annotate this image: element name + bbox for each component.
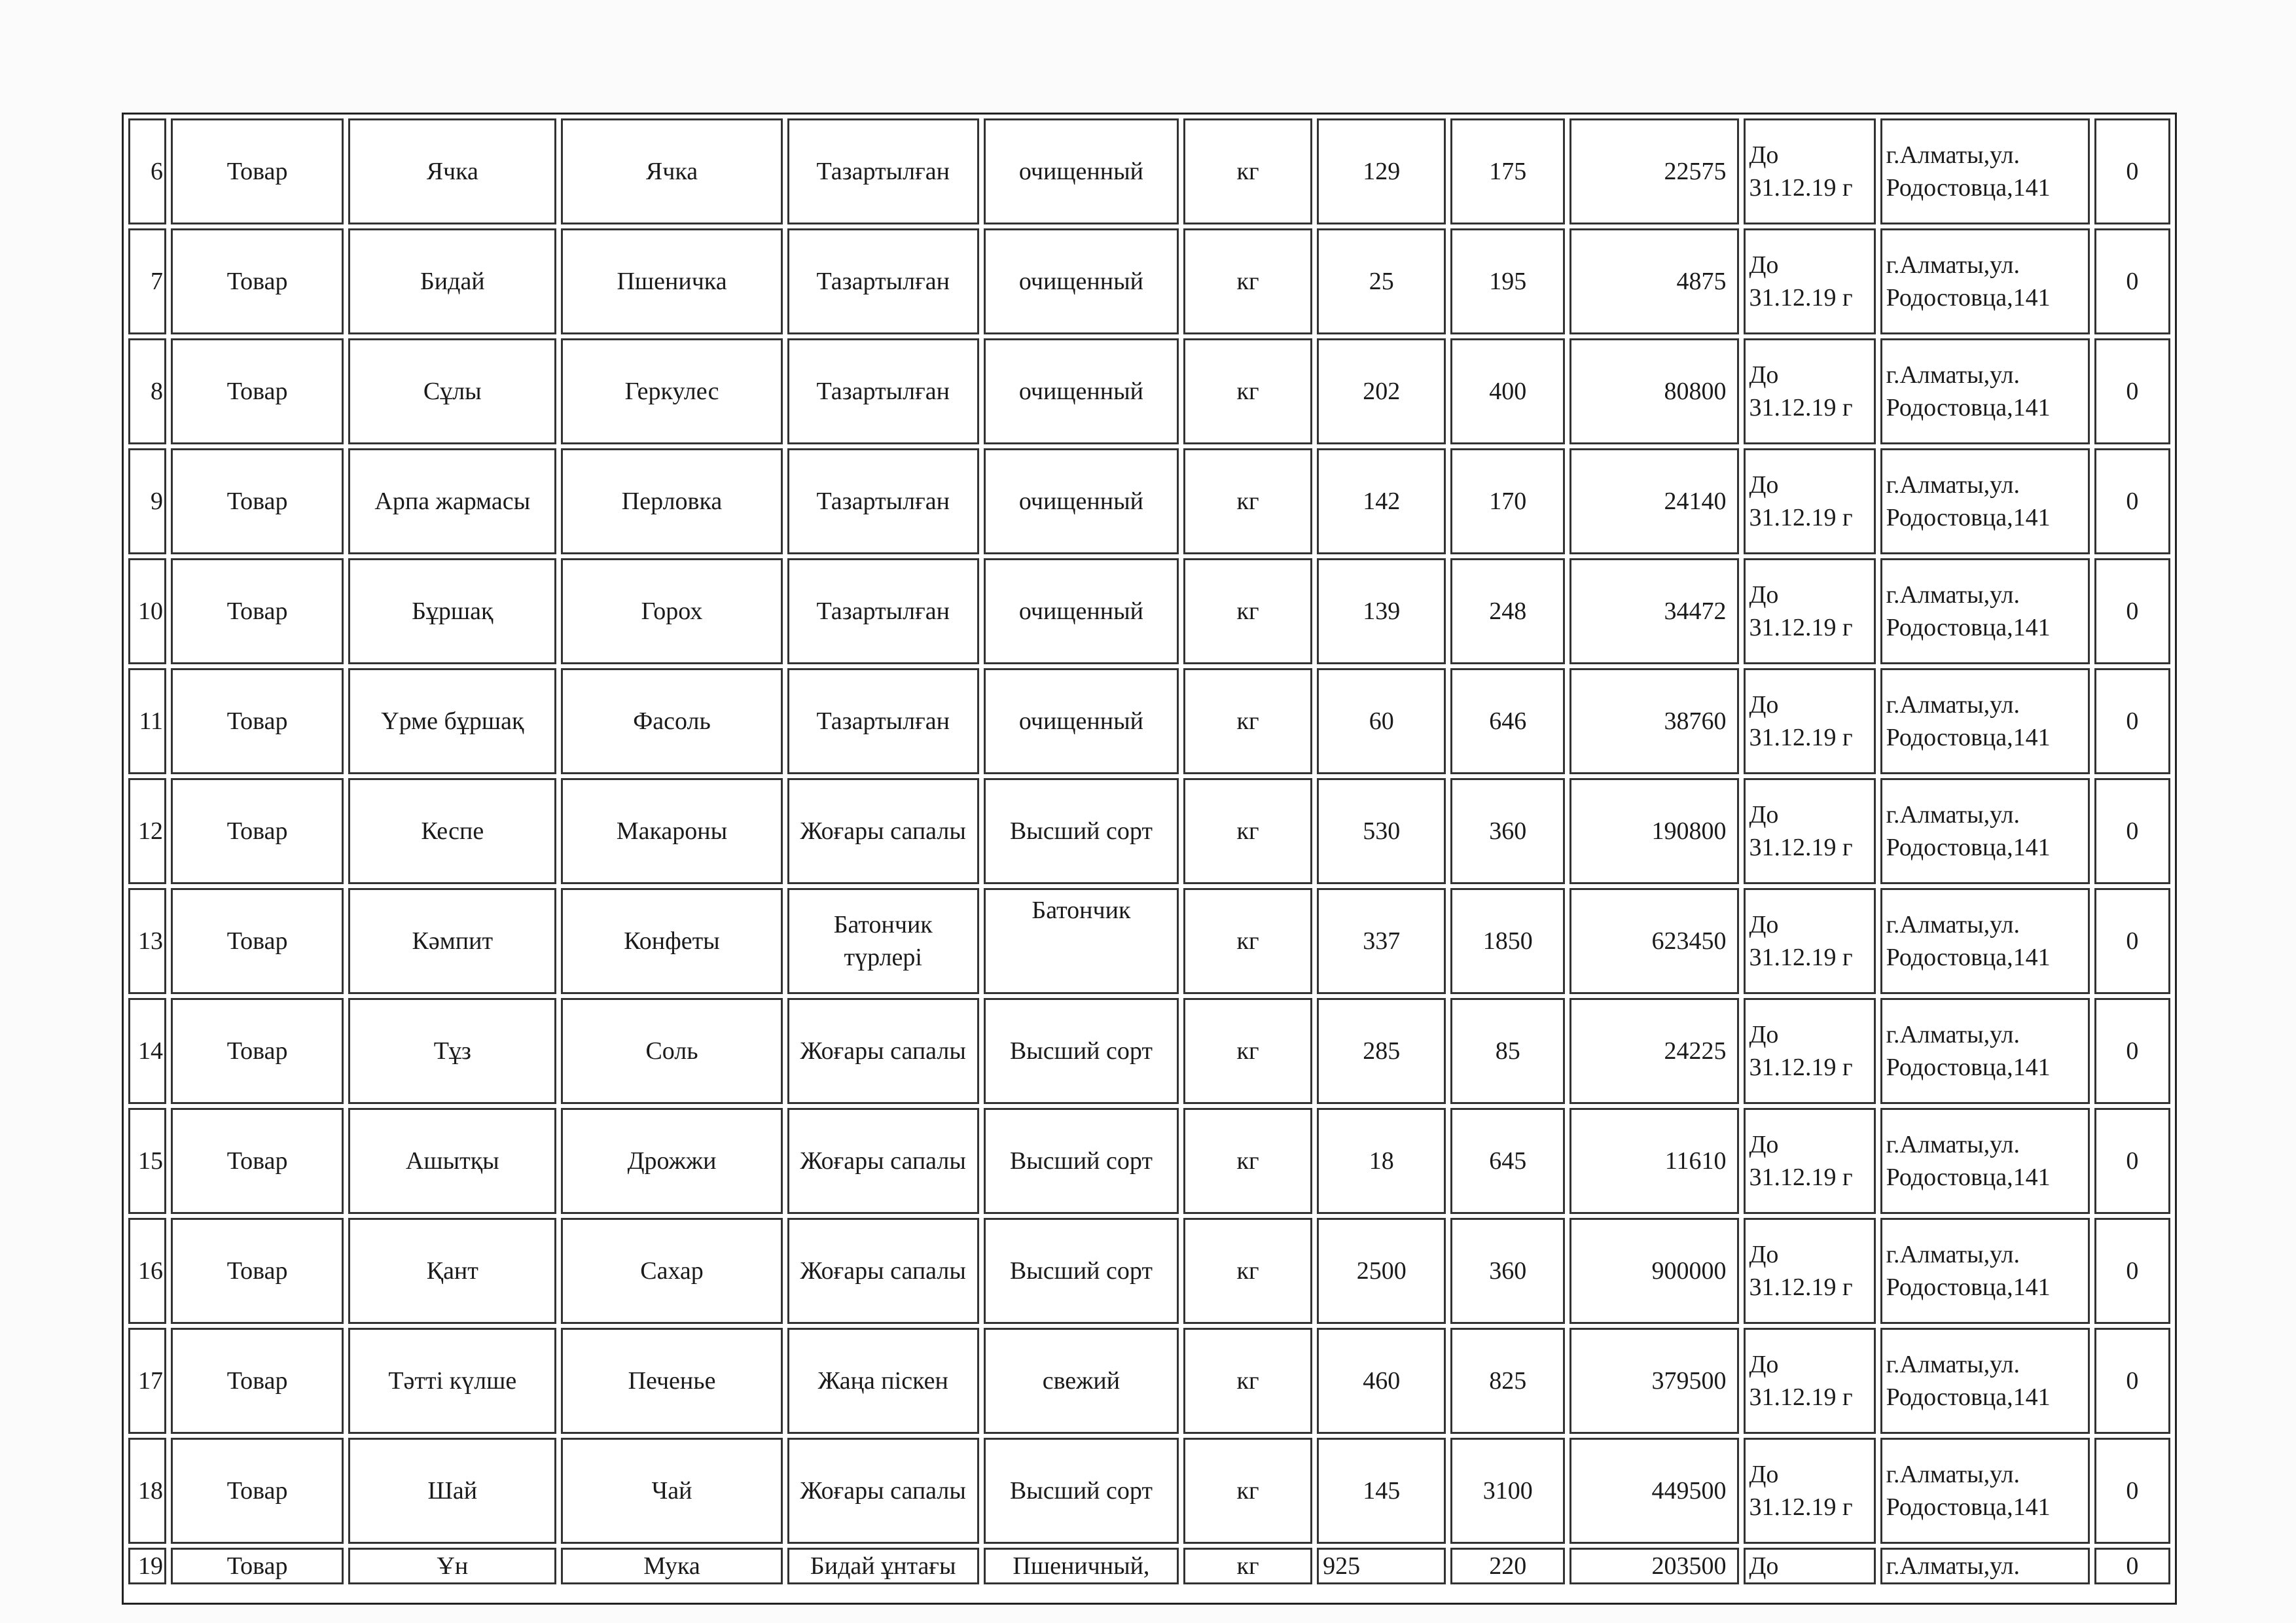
item-name-ru: Фасоль xyxy=(561,668,782,774)
spec-kz: Жоғары сапалы xyxy=(787,998,979,1104)
delivery-address: г.Алматы,ул. Родостовца,141 xyxy=(1880,338,2090,444)
spec-ru: очищенный xyxy=(984,338,1179,444)
sum: 900000 xyxy=(1570,1218,1738,1324)
delivery-term: До 31.12.19 г xyxy=(1744,558,1876,664)
row-number: 8 xyxy=(128,338,166,444)
table-row xyxy=(128,1438,2170,1544)
advance-payment: 0 xyxy=(2094,1218,2170,1324)
item-name-kz: Сұлы xyxy=(348,338,556,444)
quantity: 18 xyxy=(1317,1108,1446,1214)
delivery-address: г.Алматы,ул. Родостовца,141 xyxy=(1880,1108,2090,1214)
unit: кг xyxy=(1183,118,1312,224)
spec-ru: Пшеничный, xyxy=(984,1548,1179,1584)
sum: 38760 xyxy=(1570,668,1738,774)
unit: кг xyxy=(1183,1328,1312,1434)
table-row xyxy=(128,228,2170,334)
advance-payment: 0 xyxy=(2094,888,2170,994)
unit: кг xyxy=(1183,338,1312,444)
delivery-term: До 31.12.19 г xyxy=(1744,888,1876,994)
table-row xyxy=(128,778,2170,884)
delivery-term: До 31.12.19 г xyxy=(1744,1108,1876,1214)
quantity: 145 xyxy=(1317,1438,1446,1544)
advance-payment: 0 xyxy=(2094,1108,2170,1214)
advance-payment: 0 xyxy=(2094,1328,2170,1434)
advance-payment: 0 xyxy=(2094,778,2170,884)
item-name-kz: Тәтті күлше xyxy=(348,1328,556,1434)
advance-payment: 0 xyxy=(2094,668,2170,774)
spec-ru: очищенный xyxy=(984,118,1179,224)
table-row xyxy=(128,1218,2170,1324)
spec-ru: Высший сорт xyxy=(984,998,1179,1104)
item-type: Товар xyxy=(171,888,344,994)
price: 175 xyxy=(1450,118,1565,224)
table-row xyxy=(128,998,2170,1104)
item-type: Товар xyxy=(171,118,344,224)
row-number: 15 xyxy=(128,1108,166,1214)
delivery-address: г.Алматы,ул. Родостовца,141 xyxy=(1880,558,2090,664)
unit: кг xyxy=(1183,888,1312,994)
quantity: 25 xyxy=(1317,228,1446,334)
price: 645 xyxy=(1450,1108,1565,1214)
delivery-address: г.Алматы,ул. Родостовца,141 xyxy=(1880,668,2090,774)
item-name-ru: Ячка xyxy=(561,118,782,224)
price: 195 xyxy=(1450,228,1565,334)
price: 220 xyxy=(1450,1548,1565,1584)
row-number: 12 xyxy=(128,778,166,884)
sum: 24225 xyxy=(1570,998,1738,1104)
item-name-ru: Печенье xyxy=(561,1328,782,1434)
spec-ru: Высший сорт xyxy=(984,1218,1179,1324)
delivery-address: г.Алматы,ул. Родостовца,141 xyxy=(1880,888,2090,994)
quantity: 337 xyxy=(1317,888,1446,994)
item-name-kz: Кеспе xyxy=(348,778,556,884)
document-sheet xyxy=(122,113,2177,1605)
table-row xyxy=(128,448,2170,554)
sum: 203500 xyxy=(1570,1548,1738,1584)
advance-payment: 0 xyxy=(2094,1438,2170,1544)
sum: 623450 xyxy=(1570,888,1738,994)
price: 1850 xyxy=(1450,888,1565,994)
quantity: 202 xyxy=(1317,338,1446,444)
quantity: 142 xyxy=(1317,448,1446,554)
item-type: Товар xyxy=(171,228,344,334)
item-name-ru: Соль xyxy=(561,998,782,1104)
item-name-ru: Мука xyxy=(561,1548,782,1584)
spec-kz: Жоғары сапалы xyxy=(787,1218,979,1324)
sum: 34472 xyxy=(1570,558,1738,664)
item-type: Товар xyxy=(171,1328,344,1434)
price: 85 xyxy=(1450,998,1565,1104)
item-name-ru: Сахар xyxy=(561,1218,782,1324)
price: 360 xyxy=(1450,778,1565,884)
advance-payment: 0 xyxy=(2094,998,2170,1104)
item-name-kz: Бидай xyxy=(348,228,556,334)
advance-payment: 0 xyxy=(2094,1548,2170,1584)
delivery-address: г.Алматы,ул. Родостовца,141 xyxy=(1880,1328,2090,1434)
quantity: 285 xyxy=(1317,998,1446,1104)
spec-kz: Тазартылған xyxy=(787,228,979,334)
spec-ru: очищенный xyxy=(984,558,1179,664)
quantity: 530 xyxy=(1317,778,1446,884)
spec-ru: Высший сорт xyxy=(984,1438,1179,1544)
quantity: 60 xyxy=(1317,668,1446,774)
row-number: 13 xyxy=(128,888,166,994)
row-number: 10 xyxy=(128,558,166,664)
price: 248 xyxy=(1450,558,1565,664)
row-number: 6 xyxy=(128,118,166,224)
delivery-term: До 31.12.19 г xyxy=(1744,998,1876,1104)
delivery-term: До 31.12.19 г xyxy=(1744,668,1876,774)
spec-ru: очищенный xyxy=(984,668,1179,774)
table-row xyxy=(128,1548,2170,1584)
spec-kz: Тазартылған xyxy=(787,448,979,554)
unit: кг xyxy=(1183,1108,1312,1214)
delivery-address: г.Алматы,ул. Родостовца,141 xyxy=(1880,1218,2090,1324)
row-number: 19 xyxy=(128,1548,166,1584)
delivery-term: До 31.12.19 г xyxy=(1744,228,1876,334)
sum: 449500 xyxy=(1570,1438,1738,1544)
price: 360 xyxy=(1450,1218,1565,1324)
price: 825 xyxy=(1450,1328,1565,1434)
price: 3100 xyxy=(1450,1438,1565,1544)
item-type: Товар xyxy=(171,668,344,774)
item-name-kz: Ячка xyxy=(348,118,556,224)
table-row xyxy=(128,888,2170,994)
advance-payment: 0 xyxy=(2094,228,2170,334)
row-number: 17 xyxy=(128,1328,166,1434)
delivery-address: г.Алматы,ул. Родостовца,141 xyxy=(1880,778,2090,884)
price: 170 xyxy=(1450,448,1565,554)
row-number: 9 xyxy=(128,448,166,554)
spec-kz: Тазартылған xyxy=(787,338,979,444)
delivery-term: До 31.12.19 г xyxy=(1744,778,1876,884)
unit: кг xyxy=(1183,1548,1312,1584)
item-name-kz: Шай xyxy=(348,1438,556,1544)
unit: кг xyxy=(1183,228,1312,334)
item-type: Товар xyxy=(171,1218,344,1324)
item-name-ru: Конфеты xyxy=(561,888,782,994)
row-number: 18 xyxy=(128,1438,166,1544)
unit: кг xyxy=(1183,448,1312,554)
item-name-kz: Арпа жармасы xyxy=(348,448,556,554)
delivery-address: г.Алматы,ул. Родостовца,141 xyxy=(1880,448,2090,554)
table-row xyxy=(128,558,2170,664)
sum: 11610 xyxy=(1570,1108,1738,1214)
spec-kz: Жоғары сапалы xyxy=(787,1108,979,1214)
item-name-ru: Перловка xyxy=(561,448,782,554)
table-row xyxy=(128,1108,2170,1214)
item-name-ru: Геркулес xyxy=(561,338,782,444)
sum: 4875 xyxy=(1570,228,1738,334)
item-name-ru: Пшеничка xyxy=(561,228,782,334)
sum: 22575 xyxy=(1570,118,1738,224)
table-row xyxy=(128,1328,2170,1434)
sum: 379500 xyxy=(1570,1328,1738,1434)
delivery-term: До xyxy=(1744,1548,1876,1584)
advance-payment: 0 xyxy=(2094,338,2170,444)
delivery-address: г.Алматы,ул. Родостовца,141 xyxy=(1880,228,2090,334)
item-name-kz: Ашытқы xyxy=(348,1108,556,1214)
delivery-term: До 31.12.19 г xyxy=(1744,338,1876,444)
unit: кг xyxy=(1183,1438,1312,1544)
item-name-kz: Қант xyxy=(348,1218,556,1324)
delivery-term: До 31.12.19 г xyxy=(1744,1328,1876,1434)
spec-kz: Жаңа піскен xyxy=(787,1328,979,1434)
unit: кг xyxy=(1183,1218,1312,1324)
spec-ru: Высший сорт xyxy=(984,1108,1179,1214)
unit: кг xyxy=(1183,558,1312,664)
spec-kz: Тазартылған xyxy=(787,558,979,664)
item-name-kz: Бұршақ xyxy=(348,558,556,664)
row-number: 11 xyxy=(128,668,166,774)
price: 646 xyxy=(1450,668,1565,774)
sum: 80800 xyxy=(1570,338,1738,444)
delivery-term: До 31.12.19 г xyxy=(1744,1438,1876,1544)
advance-payment: 0 xyxy=(2094,558,2170,664)
item-type: Товар xyxy=(171,558,344,664)
item-name-kz: Үрме бұршақ xyxy=(348,668,556,774)
delivery-address: г.Алматы,ул. Родостовца,141 xyxy=(1880,118,2090,224)
table-row xyxy=(128,668,2170,774)
row-number: 16 xyxy=(128,1218,166,1324)
advance-payment: 0 xyxy=(2094,118,2170,224)
sum: 24140 xyxy=(1570,448,1738,554)
delivery-term: До 31.12.19 г xyxy=(1744,118,1876,224)
spec-kz: Жоғары сапалы xyxy=(787,1438,979,1544)
item-name-ru: Макароны xyxy=(561,778,782,884)
table-row xyxy=(128,118,2170,224)
row-number: 7 xyxy=(128,228,166,334)
item-name-kz: Тұз xyxy=(348,998,556,1104)
advance-payment: 0 xyxy=(2094,448,2170,554)
item-name-kz: Кәмпит xyxy=(348,888,556,994)
unit: кг xyxy=(1183,998,1312,1104)
unit: кг xyxy=(1183,778,1312,884)
delivery-address: г.Алматы,ул. Родостовца,141 xyxy=(1880,998,2090,1104)
item-name-ru: Чай xyxy=(561,1438,782,1544)
unit: кг xyxy=(1183,668,1312,774)
spec-ru: свежий xyxy=(984,1328,1179,1434)
delivery-term: До 31.12.19 г xyxy=(1744,1218,1876,1324)
goods-table xyxy=(124,115,2175,1588)
sum: 190800 xyxy=(1570,778,1738,884)
quantity: 139 xyxy=(1317,558,1446,664)
table-row xyxy=(128,338,2170,444)
item-name-kz: Ұн xyxy=(348,1548,556,1584)
spec-kz: Бидай ұнтағы xyxy=(787,1548,979,1584)
row-number: 14 xyxy=(128,998,166,1104)
delivery-term: До 31.12.19 г xyxy=(1744,448,1876,554)
item-type: Товар xyxy=(171,1108,344,1214)
delivery-address: г.Алматы,ул. Родостовца,141 xyxy=(1880,1438,2090,1544)
spec-kz: Жоғары сапалы xyxy=(787,778,979,884)
price: 400 xyxy=(1450,338,1565,444)
item-name-ru: Горох xyxy=(561,558,782,664)
spec-ru: очищенный xyxy=(984,228,1179,334)
quantity: 925 xyxy=(1317,1548,1446,1584)
item-name-ru: Дрожжи xyxy=(561,1108,782,1214)
delivery-address: г.Алматы,ул. xyxy=(1880,1548,2090,1584)
item-type: Товар xyxy=(171,1548,344,1584)
spec-ru: Высший сорт xyxy=(984,778,1179,884)
quantity: 2500 xyxy=(1317,1218,1446,1324)
spec-kz: Тазартылған xyxy=(787,668,979,774)
item-type: Товар xyxy=(171,448,344,554)
quantity: 129 xyxy=(1317,118,1446,224)
spec-kz: Тазартылған xyxy=(787,118,979,224)
item-type: Товар xyxy=(171,998,344,1104)
spec-ru: очищенный xyxy=(984,448,1179,554)
spec-kz: Батончик түрлері xyxy=(787,888,979,994)
spec-ru: Батончик xyxy=(984,888,1179,994)
item-type: Товар xyxy=(171,338,344,444)
quantity: 460 xyxy=(1317,1328,1446,1434)
item-type: Товар xyxy=(171,778,344,884)
item-type: Товар xyxy=(171,1438,344,1544)
